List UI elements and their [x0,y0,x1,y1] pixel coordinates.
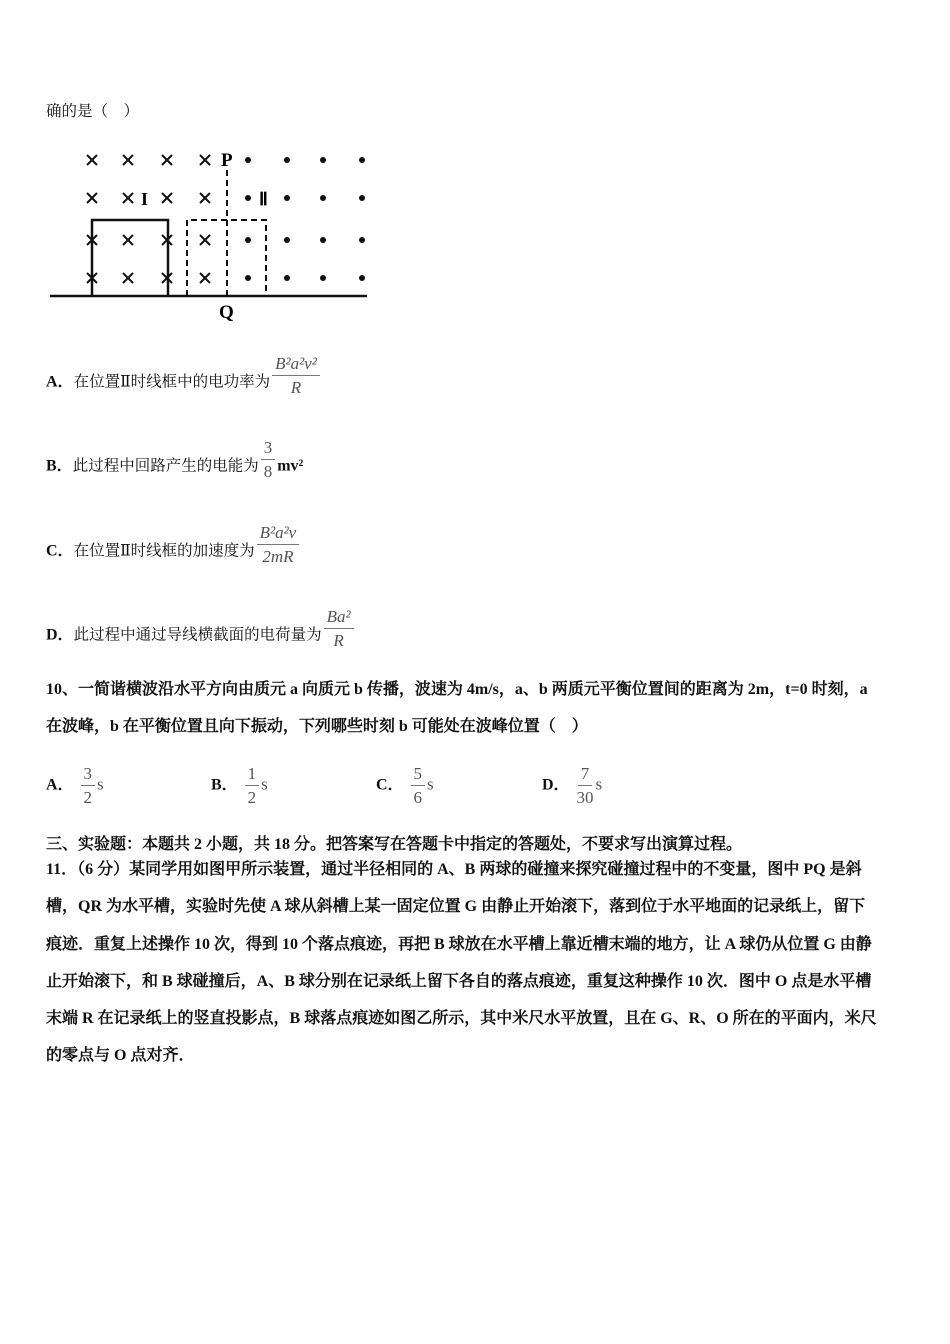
dot-mark [359,275,365,281]
q11-line-1: 11．（6 分）某同学用如图甲所示装置，通过半径相同的 A、B 两球的碰撞来探究碰撞过程中的不变量，图中 PQ 是斜 [46,861,862,878]
magnetic-field-diagram [0,130,400,330]
dot-mark [320,237,326,243]
dot-mark [320,195,326,201]
dot-mark [245,157,251,163]
label-i: I [141,189,149,209]
option-c[interactable]: C．在位置Ⅱ时线框的加速度为 $\frac{\text{B²a²v}}{2mR}$ [46,537,301,566]
q10-option-b[interactable]: B． $\frac{1}{2}$ s [211,764,268,807]
q11-line-3: 痕迹．重复上述操作 10 次，得到 10 个落点痕迹，再把 B 球放在水平槽上靠近槽末端的地方，让 A 球仍从位置 G 由静 [46,936,872,953]
question-9-tail: 确的是（ ） [46,102,140,120]
label-q: Q [219,302,234,323]
dot-mark [320,157,326,163]
cross-mark [87,155,97,165]
dot-mark [320,275,326,281]
label-p: P [221,150,233,171]
q10-option-d[interactable]: D． $\frac{7}{30}$ s [542,764,603,807]
dot-mark [284,157,290,163]
dot-mark [245,195,251,201]
dot-mark [284,237,290,243]
cross-mark [123,235,133,245]
q11-line-4: 止开始滚下，和 B 球碰撞后，A、B 球分别在记录纸上留下各自的落点痕迹，重复这种操作 10 次．图中 O 点是水平槽 [46,973,872,990]
q11-line-2: 槽，QR 为水平槽，实验时先使 A 球从斜槽上某一固定位置 G 由静止开始滚下，落到位于水平地面的记录纸上，留下 [46,898,866,915]
cross-mark [162,193,172,203]
question-10-line-2: 在波峰，b 在平衡位置且向下振动，下列哪些时刻 b 可能处在波峰位置（ ） [46,718,588,735]
dot-mark [359,157,365,163]
cross-mark [200,235,210,245]
cross-mark [123,155,133,165]
label-ii: Ⅱ [259,189,268,209]
option-b[interactable]: B．此过程中回路产生的电能为 $\frac{3}{8}$ mv² [46,438,304,481]
cross-mark [162,155,172,165]
option-a[interactable]: A．在位置Ⅱ时线框中的电功率为 $\frac{\text{B²a²v²}}{R}$ [46,368,322,397]
q11-line-6: 的零点与 O 点对齐． [46,1047,195,1064]
dot-mark [359,195,365,201]
q10-option-a[interactable]: A． $\frac{3}{2}$ s [46,764,104,807]
dot-mark [245,237,251,243]
section-3-heading: 三、实验题：本题共 2 小题，共 18 分。把答案写在答题卡中指定的答题处，不要求写出演算过程。 [46,836,743,853]
cross-mark [87,193,97,203]
dot-mark [284,275,290,281]
question-10-line-1: 10、一简谐横波沿水平方向由质元 a 向质元 b 传播，波速为 4m/s，a、b 两质元平衡位置间的距离为 2m，t=0 时刻，a [46,681,868,698]
frame-position-1 [92,220,168,296]
option-d[interactable]: D．此过程中通过导线横截面的电荷量为 $\frac{\text{Ba²}}{R}$ [46,621,356,650]
dot-mark [359,237,365,243]
cross-mark [200,155,210,165]
cross-mark [123,273,133,283]
q11-line-5: 末端 R 在记录纸上的竖直投影点，B 球落点痕迹如图乙所示，其中米尺水平放置，且在 G、R、O 所在的平面内，米尺 [46,1010,877,1027]
dot-mark [284,195,290,201]
cross-mark [200,273,210,283]
cross-mark [200,193,210,203]
cross-mark [123,193,133,203]
q10-option-c[interactable]: C． $\frac{5}{6}$ s [376,764,434,807]
dot-mark [245,275,251,281]
